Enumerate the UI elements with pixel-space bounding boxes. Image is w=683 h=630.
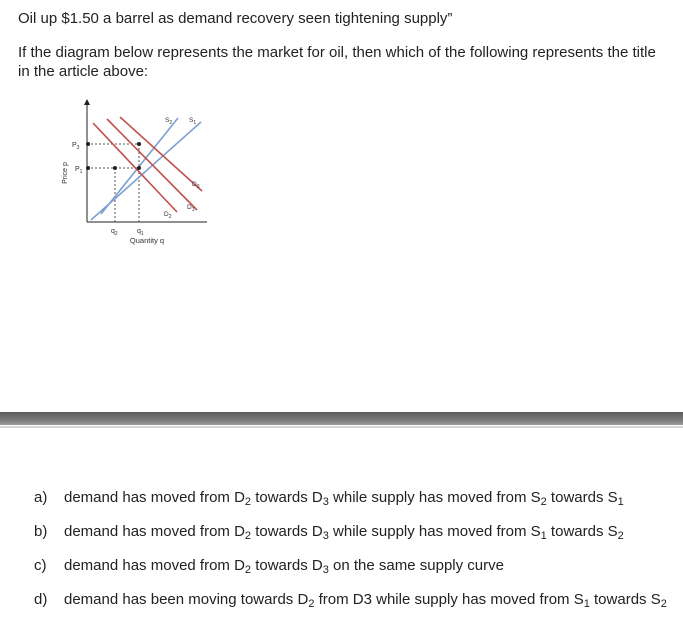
label-q1: $q_1$ — [137, 228, 144, 237]
question-text: If the diagram below represents the market for oil, then which of the following represents the title in the article above: — [18, 44, 656, 80]
point-p1 — [86, 166, 90, 170]
option-letter: d) — [34, 591, 48, 608]
label-p3: $P_3$ — [72, 142, 80, 151]
option-letter: b) — [34, 523, 48, 540]
point-q1-p1 — [137, 166, 141, 170]
label-d3: $D_3$ — [192, 181, 200, 190]
option-d[interactable] — [34, 589, 667, 623]
label-d1: $D_1$ — [187, 204, 195, 213]
section-separator — [0, 412, 683, 425]
supply-curve-s1 — [91, 122, 201, 220]
option-text: demand has moved from $D_2$ towards $D_3$ while supply has moved from $S_2$ towards $S_1$ — [64, 489, 624, 508]
headline: Oil up $1.50 a barrel as demand recovery seen tightening supply” — [18, 10, 453, 27]
supply-demand-diagram — [55, 95, 225, 255]
label-p1: $P_1$ — [75, 166, 83, 175]
option-b[interactable] — [34, 521, 667, 555]
label-s1: $S_1$ — [189, 117, 197, 126]
demand-curve-d3 — [120, 117, 202, 191]
point-q1-p3 — [137, 142, 141, 146]
point-p3 — [86, 142, 90, 146]
x-axis-label: Quantity q — [129, 236, 165, 245]
option-letter: c) — [34, 557, 47, 574]
supply-curve-s2 — [101, 118, 178, 214]
option-text: demand has moved from $D_2$ towards $D_3$ on the same supply curve — [64, 557, 504, 576]
option-text: demand has moved from $D_2$ towards $D_3$ while supply has moved from $S_1$ towards $S_2$ — [64, 523, 624, 542]
y-axis-arrow — [84, 99, 90, 105]
y-axis-label: Price p — [62, 162, 69, 184]
answer-options — [34, 487, 667, 623]
demand-curve-d2 — [93, 123, 177, 212]
label-q2: $q_2$ — [111, 228, 118, 237]
demand-curve-d1 — [107, 119, 197, 210]
option-c[interactable] — [34, 555, 667, 589]
option-a[interactable] — [34, 487, 667, 521]
label-s2: $S_2$ — [165, 117, 173, 126]
point-q2-p1 — [113, 166, 117, 170]
option-letter: a) — [34, 489, 48, 506]
label-d2: $D_2$ — [164, 211, 172, 220]
separator-highlight — [0, 426, 683, 428]
option-text: demand has been moving towards $D_2$ from D3 while supply has moved from $S_1$ towards $S_2$ — [64, 591, 667, 610]
